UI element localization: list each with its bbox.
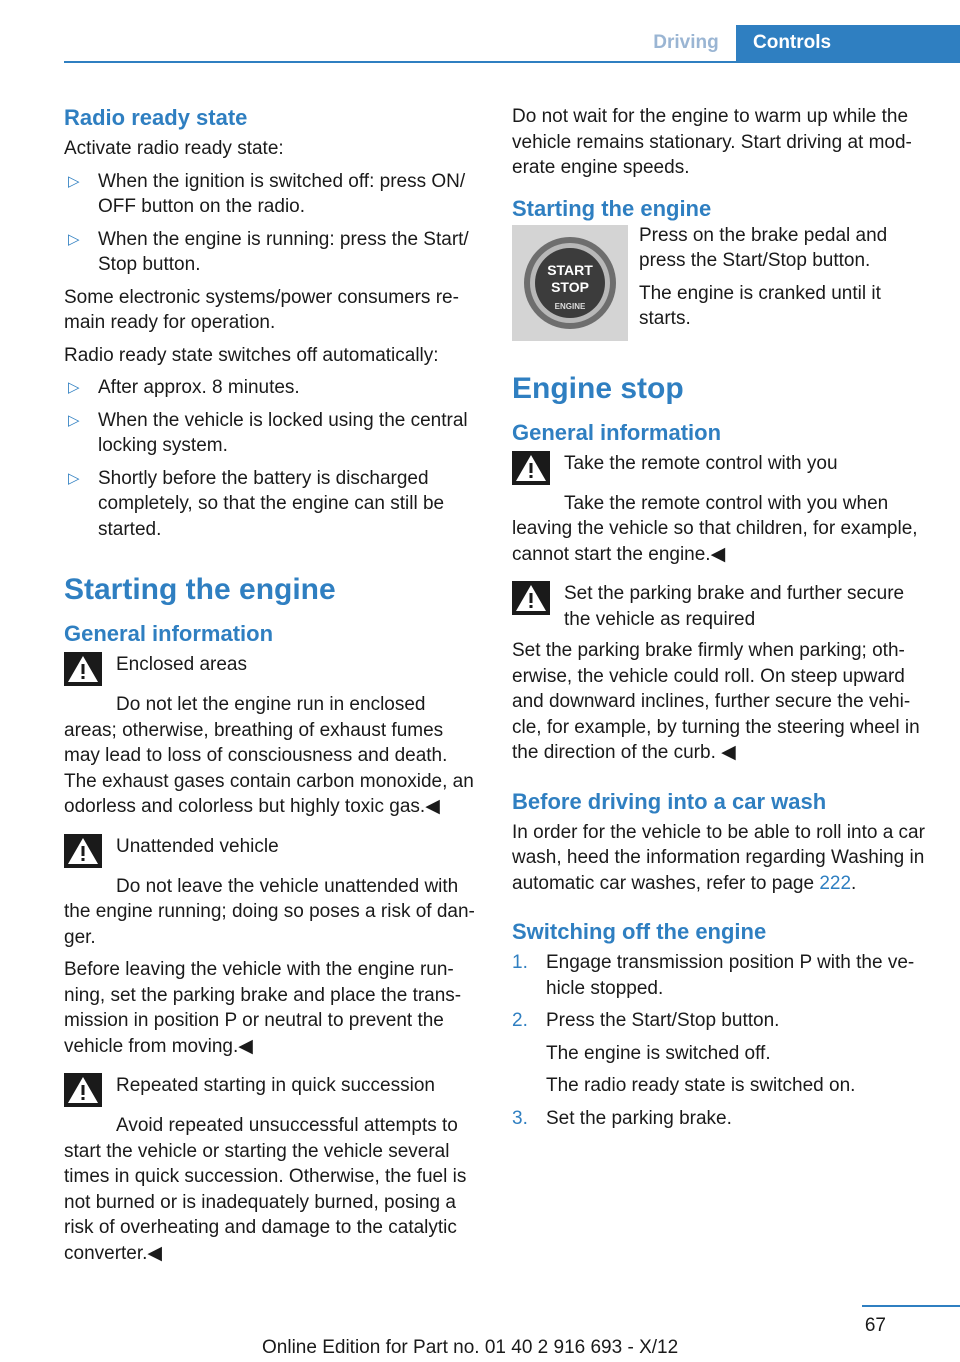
- car-wash-heading: Before driving into a car wash: [512, 788, 827, 814]
- triangle-bullet-icon: ▷: [68, 469, 80, 487]
- header-chapter-tab: Controls: [736, 25, 960, 61]
- warning-body: Set the parking brake firmly when parking; oth‐ erwise, the vehicle could roll. On steep upward and downward inclines, further secure the vehi‐ cle, for example, by turning the steering wheel in the direction of the curb. ◀: [512, 640, 920, 763]
- general-info-heading: General information: [64, 621, 274, 646]
- list-item: ▷ After approx. 8 minutes.: [64, 375, 480, 401]
- triangle-bullet-icon: ▷: [68, 411, 80, 429]
- switching-off-steps: [512, 950, 928, 1131]
- list-item: 2. Press the Start/Stop button. The engine is switched off. The radio ready state is switched on.: [512, 1008, 928, 1099]
- warning-triangle-icon: [64, 1073, 102, 1107]
- start-paragraph: The engine is cranked until it starts.: [639, 282, 881, 329]
- warning-title: Set the parking brake and further secure the vehicle as required: [564, 583, 905, 630]
- warning-block: [512, 581, 928, 766]
- left-column: [64, 104, 480, 1280]
- header-section-tab: Driving: [653, 32, 719, 53]
- starting-engine-subheading: Starting the engine: [512, 195, 712, 221]
- warning-title: Take the remote control with you: [564, 452, 838, 474]
- radio-off-list: [64, 375, 480, 542]
- warning-triangle-icon: [64, 652, 102, 686]
- warning-block: [64, 1073, 480, 1266]
- warning-title: Enclosed areas: [116, 654, 247, 675]
- edition-footer: Online Edition for Part no. 01 40 2 916 693 - X/12: [262, 1337, 679, 1358]
- start-stop-block: [512, 223, 928, 341]
- button-engine-label: ENGINE: [554, 301, 586, 311]
- radio-activate-list: [64, 169, 480, 278]
- list-item: ▷ When the engine is running: press the Start/ Stop button.: [68, 228, 469, 275]
- start-paragraph: Press on the brake pedal and press the Start/Stop button.: [639, 224, 888, 271]
- warning-block: [512, 451, 928, 568]
- warning-triangle-icon: [64, 834, 102, 868]
- radio-paragraph: Radio ready state switches off automatically:: [64, 344, 439, 366]
- triangle-bullet-icon: ▷: [68, 172, 80, 190]
- warning-body: Take the remote control with you when leaving the vehicle so that children, for example, cannot start the engine.◀: [512, 492, 918, 565]
- list-item: 1. Engage transmission position P with the ve‐ hicle stopped.: [512, 952, 915, 999]
- warning-title: Repeated starting in quick succession: [116, 1075, 435, 1096]
- triangle-bullet-icon: ▷: [68, 230, 80, 248]
- warning-title: Unattended vehicle: [116, 835, 279, 857]
- warning-triangle-icon: [512, 451, 550, 485]
- list-item: ▷ Shortly before the battery is discharged completely, so that the engine can still be started.: [68, 467, 445, 540]
- start-stop-button-image: [512, 225, 628, 341]
- step-note: The radio ready state is switched on.: [546, 1075, 856, 1096]
- warning-body: Do not leave the vehicle unattended with the engine running; doing so poses a risk of dan‐ ger.: [64, 875, 475, 948]
- warning-block: [64, 652, 480, 820]
- car-wash-paragraph: In order for the vehicle to be able to roll into a car wash, heed the information regarding Washing in automatic car washes, refer to page 222.: [512, 821, 925, 894]
- triangle-bullet-icon: ▷: [68, 379, 80, 396]
- list-item: 3. Set the parking brake.: [512, 1107, 732, 1129]
- radio-ready-heading: Radio ready state: [64, 105, 248, 130]
- general-info-heading: General information: [512, 419, 722, 445]
- right-column: [512, 104, 928, 1138]
- warning-triangle-icon: [512, 581, 550, 615]
- radio-intro: Activate radio ready state:: [64, 138, 284, 159]
- footer-rule: [862, 1305, 960, 1307]
- button-start-label: START: [547, 261, 593, 278]
- warning-paragraph: Before leaving the vehicle with the engine run‐ ning, set the parking brake and place the trans‐ mission in position P or neutral to prevent the vehicle from moving.◀: [64, 959, 462, 1057]
- warning-body: Avoid repeated unsuccessful attempts to start the vehicle or starting the vehicle several times in quick succession. Otherwise, the fuel is not burned or is inadequately burned, posing a risk of overheating and damage to the catalytic converter.◀: [64, 1115, 467, 1264]
- radio-paragraph: Some electronic systems/power consumers re‐ main ready for operation.: [64, 286, 459, 333]
- engine-stop-heading: Engine stop: [512, 371, 684, 405]
- warmup-paragraph: Do not wait for the engine to warm up while the vehicle remains stationary. Start driving at mod‐ erate engine speeds.: [512, 106, 912, 178]
- switching-off-heading: Switching off the engine: [512, 919, 767, 944]
- list-item: ▷ When the vehicle is locked using the central locking system.: [68, 409, 468, 456]
- starting-engine-heading: Starting the engine: [64, 573, 336, 606]
- list-item: ▷ When the ignition is switched off: press ON/ OFF button on the radio.: [68, 170, 466, 217]
- warning-body: Do not let the engine run in enclosed areas; otherwise, breathing of exhaust fumes may lead to loss of consciousness and death. The exhaust gases contain carbon monoxide, an odorless and colorless but highly toxic gas.◀: [64, 694, 474, 817]
- button-stop-label: STOP: [551, 278, 589, 295]
- page-number: 67: [864, 1315, 886, 1336]
- step-note: The engine is switched off.: [546, 1042, 771, 1064]
- header-rule: [64, 61, 960, 63]
- warning-block: [64, 834, 480, 951]
- page-reference-link[interactable]: 222: [819, 872, 852, 894]
